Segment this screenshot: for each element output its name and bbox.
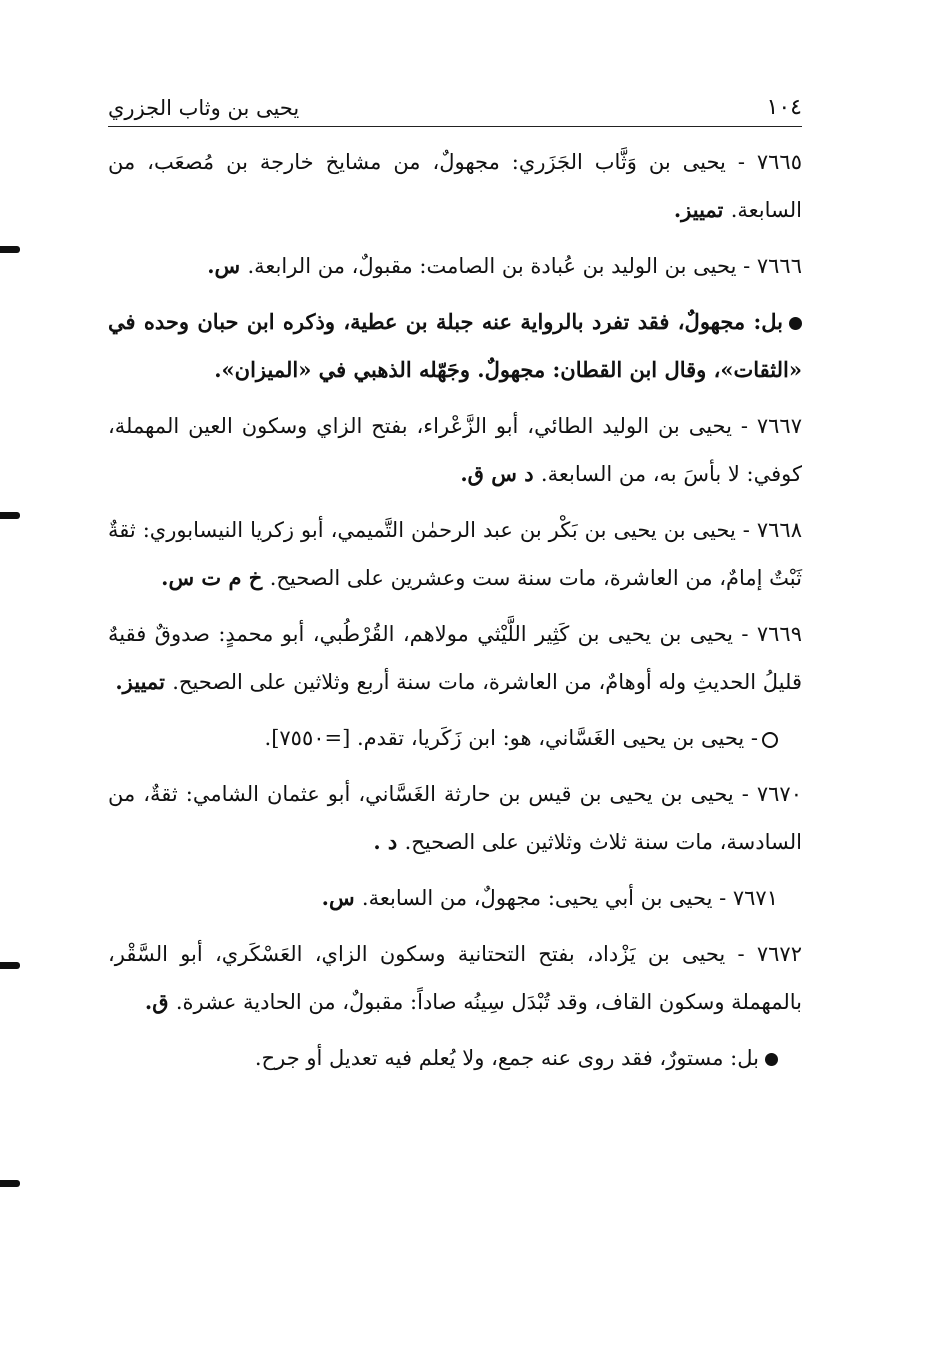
entry-codes: خ م ت س. (161, 565, 270, 590)
scan-edge-mark (0, 962, 20, 969)
entry-7667 (108, 402, 802, 498)
comment-text: بل: مستورٌ، فقد روى عنه جمع، ولا يُعلم فيه تعديل أو جرح. (254, 1046, 759, 1070)
entry-text: - يحيى بن الوليد بن عُبادة بن الصامت: مقبولٌ، من الرابعة. (247, 254, 757, 278)
entry-number: ٧٦٦٨ (756, 518, 802, 542)
entry-codes: د س ق. (460, 461, 541, 486)
page-body (108, 138, 802, 1082)
bullet-dot-icon (765, 1053, 778, 1066)
entry-number: ٧٦٦٦ (756, 254, 802, 278)
entry-text: - يحيى بن وَثَّاب الجَزَري: مجهولٌ، من مشايخ خارجة بن مُصعَب، من السابعة. (108, 150, 802, 222)
entry-7668 (108, 506, 802, 602)
bullet-dot-icon (789, 317, 802, 330)
entry-text: - يحيى بن يحيى بن قيس بن حارثة الغَسَّاني، أبو عثمان الشامي: ثقةٌ، من السادسة، مات سنة ثلاث وثلاثين على الصحيح. (108, 782, 802, 854)
entry-7670 (108, 770, 802, 866)
entry-codes: س. (207, 253, 248, 278)
entry-codes: تمييز. (673, 197, 731, 222)
scan-edge-mark (0, 1180, 20, 1187)
running-title: يحيى بن وثاب الجزري (108, 92, 307, 124)
entry-number: ٧٦٧٠ (756, 782, 802, 806)
entry-codes: د . (373, 829, 405, 854)
entry-7669 (108, 610, 802, 706)
entry-7665 (108, 138, 802, 234)
cross-reference (108, 714, 802, 762)
page-header (108, 92, 802, 127)
entry-7671 (108, 874, 802, 922)
entry-text: - يحيى بن أبي يحيى: مجهولٌ، من السابعة. (361, 886, 733, 910)
cross-reference-text: - يحيى بن يحيى الغَسَّاني، هو: ابن زَكَريا، تقدم. [=٧٥٥٠]. (264, 726, 758, 750)
entry-text: - يحيى بن يَزْداد، بفتح التحتانية وسكون الزاي، العَسْكَري، أبو السَّقْر، بالمهملة وسكون القاف، وقد تُبْدَل سِينُه صاداً: مقبولٌ، من الحادية عشرة. (108, 942, 802, 1014)
comment-text: بل: مجهولٌ، فقد تفرد بالرواية عنه جبلة بن عطية، وذكره ابن حبان وحده في «الثقات»، وقال ابن القطان: مجهولٌ. وجَهّله الذهبي في «الميزان». (108, 309, 802, 382)
entry-number: ٧٦٦٥ (756, 150, 802, 174)
entry-number: ٧٦٧٢ (756, 942, 802, 966)
entry-text: - يحيى بن يحيى بن كَثِير اللَّيْثي مولاهم، القُرْطُبي، أبو محمدٍ: صدوقٌ فقيهٌ قليلُ الحديثِ وله أوهامٌ، من العاشرة، مات سنة أربع وثلاثين على الصحيح. (108, 622, 802, 694)
page-number: ١٠٤ (759, 92, 802, 124)
entry-text: - يحيى بن يحيى بن بَكْر بن عبد الرحمٰن التَّميمي، أبو زكريا النيسابوري: ثقةٌ ثَبْتٌ إمامٌ، من العاشرة، مات سنة ست وعشرين على الصحيح. (108, 518, 802, 590)
scan-edge-mark (0, 512, 20, 519)
circle-icon (762, 732, 778, 748)
entry-text: - يحيى بن الوليد الطائي، أبو الزَّعْراء، بفتح الزاي وسكون العين المهملة، كوفي: لا بأسَ به، من السابعة. (108, 414, 802, 486)
entry-codes: تمييز. (115, 669, 173, 694)
entry-codes: س. (321, 885, 362, 910)
scan-edge-mark (0, 246, 20, 253)
editor-comment (108, 1034, 802, 1082)
entry-7672 (108, 930, 802, 1026)
editor-comment (108, 298, 802, 394)
entry-number: ٧٦٦٧ (756, 414, 802, 438)
entry-number: ٧٦٦٩ (756, 622, 802, 646)
entry-number: ٧٦٧١ (732, 886, 778, 910)
entry-7666 (108, 242, 802, 290)
entry-codes: ق. (144, 989, 176, 1014)
